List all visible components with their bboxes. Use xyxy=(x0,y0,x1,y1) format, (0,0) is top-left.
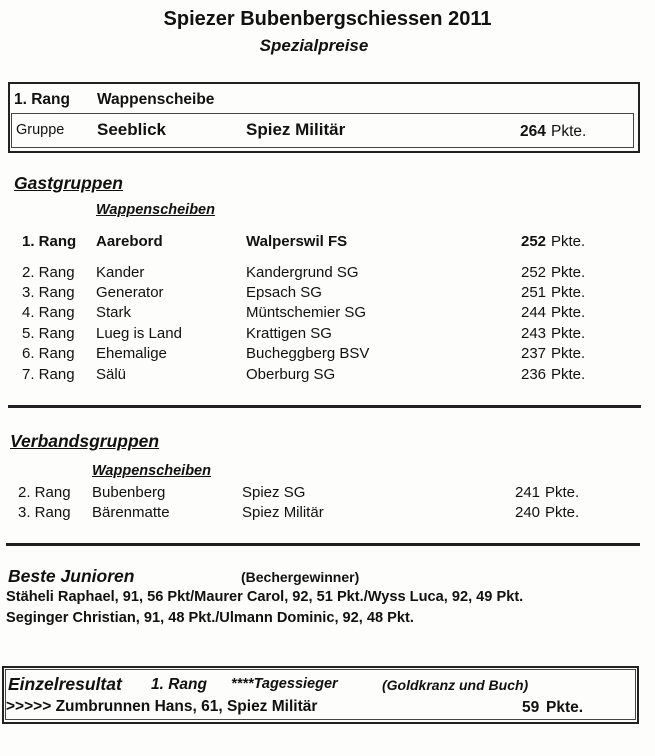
points: 243 xyxy=(521,325,547,342)
top-rank: 1. Rang xyxy=(14,91,70,108)
club: Bucheggberg BSV xyxy=(246,345,370,362)
group: Aarebord xyxy=(96,233,163,250)
points: 252 xyxy=(521,264,547,281)
junioren-line-1: Stäheli Raphael, 91, 56 Pkt/Maurer Carol, 92, 51 Pkt./Wyss Luca, 92, 49 Pkt. xyxy=(6,589,524,605)
club: Müntschemier SG xyxy=(246,304,367,321)
points: 237 xyxy=(521,345,547,362)
rank: 2. Rang xyxy=(22,264,75,281)
rank: 7. Rang xyxy=(22,366,75,383)
gast-row-7 xyxy=(0,366,655,386)
top-club: Spiez Militär xyxy=(246,120,346,139)
verband-subheading: Wappenscheiben xyxy=(92,463,211,479)
gast-row-6 xyxy=(0,345,655,365)
einzel-note: (Goldkranz und Buch) xyxy=(382,677,529,693)
junioren-note: (Bechergewinner) xyxy=(241,569,360,585)
page-title: Spiezer Bubenbergschiessen 2011 xyxy=(163,8,492,30)
junioren-line-2: Seginger Christian, 91, 48 Pkt./Ulmann Dominic, 92, 48 Pkt. xyxy=(6,610,414,626)
group: Stark xyxy=(96,304,132,321)
points: 252 xyxy=(521,233,547,250)
verband-row-1 xyxy=(0,484,655,504)
unit: Pkte. xyxy=(551,325,586,342)
club: Spiez Militär xyxy=(242,504,324,521)
unit: Pkte. xyxy=(545,484,580,501)
unit: Pkte. xyxy=(551,304,586,321)
gast-heading: Gastgruppen xyxy=(14,173,123,193)
club: Kandergrund SG xyxy=(246,264,359,281)
rank: 3. Rang xyxy=(18,504,71,521)
rank: 1. Rang xyxy=(22,233,77,250)
points: 251 xyxy=(521,284,547,301)
unit: Pkte. xyxy=(551,284,586,301)
club: Walperswil FS xyxy=(246,233,348,250)
unit: Pkte. xyxy=(551,345,586,362)
divider-1 xyxy=(8,405,641,408)
top-points: 264 xyxy=(520,123,546,140)
junioren-heading: Beste Junioren xyxy=(8,566,135,586)
rank: 5. Rang xyxy=(22,325,75,342)
group: Lueg is Land xyxy=(96,325,182,342)
einzel-points: 59 xyxy=(522,699,540,716)
verband-row-2 xyxy=(0,504,655,524)
gast-row-5 xyxy=(0,325,655,345)
gast-subheading: Wappenscheiben xyxy=(96,202,215,218)
group: Bubenberg xyxy=(92,484,166,501)
unit: Pkte. xyxy=(551,264,586,281)
group: Generator xyxy=(96,284,164,301)
unit: Pkte. xyxy=(551,233,586,250)
einzel-winner: >>>>> Zumbrunnen Hans, 61, Spiez Militär xyxy=(6,698,318,715)
top-category: Wappenscheibe xyxy=(97,91,215,108)
einzel-title: ****Tagessieger xyxy=(231,676,338,692)
einzel-heading: Einzelresultat xyxy=(8,674,122,694)
top-label: Gruppe xyxy=(16,122,65,138)
club: Oberburg SG xyxy=(246,366,336,383)
points: 240 xyxy=(515,504,541,521)
gast-row-2 xyxy=(0,264,655,284)
top-unit: Pkte. xyxy=(551,123,587,140)
rank: 2. Rang xyxy=(18,484,71,501)
unit: Pkte. xyxy=(545,504,580,521)
points: 244 xyxy=(521,304,547,321)
einzel-rank: 1. Rang xyxy=(151,676,207,693)
group: Sälü xyxy=(96,366,127,383)
unit: Pkte. xyxy=(551,366,586,383)
verband-heading: Verbandsgruppen xyxy=(10,431,160,451)
page-subtitle: Spezialpreise xyxy=(259,36,369,55)
group: Kander xyxy=(96,264,145,281)
rank: 4. Rang xyxy=(22,304,75,321)
rank: 3. Rang xyxy=(22,284,75,301)
group: Bärenmatte xyxy=(92,504,170,521)
gast-row-4 xyxy=(0,304,655,324)
gast-row-3 xyxy=(0,284,655,304)
einzel-unit: Pkte. xyxy=(546,699,584,716)
top-group: Seeblick xyxy=(97,120,166,139)
points: 241 xyxy=(515,484,541,501)
club: Krattigen SG xyxy=(246,325,332,342)
gast-row-1 xyxy=(0,233,655,253)
points: 236 xyxy=(521,366,547,383)
group: Ehemalige xyxy=(96,345,167,362)
divider-2 xyxy=(6,543,640,546)
club: Spiez SG xyxy=(242,484,306,501)
rank: 6. Rang xyxy=(22,345,75,362)
club: Epsach SG xyxy=(246,284,322,301)
